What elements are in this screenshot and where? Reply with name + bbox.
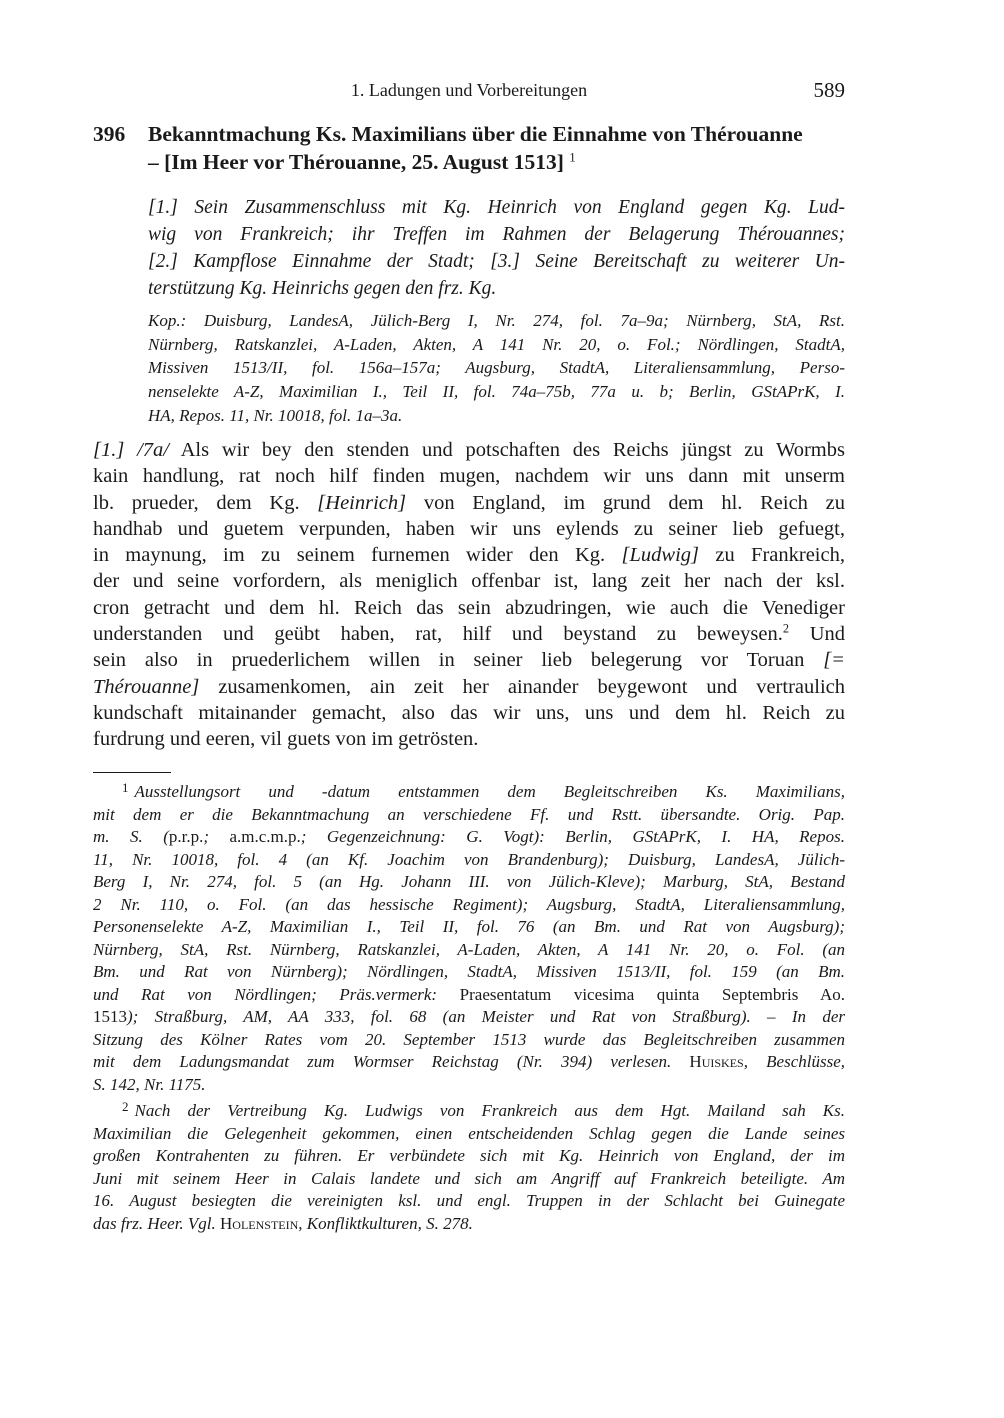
text-segment: zusamenkomen, ain zeit her ainander beygewont und vertraulich — [199, 675, 845, 698]
footnote-ref-1[interactable]: 1 — [569, 150, 576, 165]
upright-quote: a.m.c.m.p. — [229, 827, 301, 846]
footnote-mark: 2 — [122, 1099, 129, 1114]
edition-text — [93, 437, 845, 753]
running-head — [93, 80, 845, 108]
text-line: kain handlung, rat noch hilf finden mugen, nachdem wir uns dann mit unserm — [93, 465, 845, 488]
document-number: 396 — [93, 122, 126, 146]
footnote-1-line — [93, 984, 845, 1007]
footnote-1-line: mit dem er die Bekanntmachung an verschiedene Ff. und Rstt. übersandte. Orig. Pap. — [93, 804, 845, 824]
footnote-1-line: Nürnberg, StA, Rst. Nürnberg, Ratskanzlei, A-Laden, Akten, A 141 Nr. 20, o. Fol. (an — [93, 939, 845, 959]
text-segment: Als wir bey den stenden und potschaften des Reichs jüngst zu Wormbs — [168, 439, 845, 461]
title-line-2 — [148, 148, 848, 176]
text-segment: von England, im grund dem hl. Reich zu — [406, 491, 845, 514]
footnote-2-line: 16. August besiegten die vereinigten ksl. und engl. Truppen in der Schlacht bei Guinegate — [93, 1191, 845, 1210]
text-segment: ; Gegenzeichnung: G. Vogt): Berlin, GStAPrK, I. HA, Repos. — [300, 827, 845, 846]
title-line-1: Bekanntmachung Ks. Maximilians über die Einnahme von Thérouanne — [148, 122, 803, 146]
footnote-1-line — [93, 777, 845, 804]
text-segment: Ausstellungsort und -datum entstammen dem Begleitschreiben Ks. Maximilians, — [134, 782, 845, 801]
source-apparatus — [148, 309, 845, 428]
text-segment: ); Straßburg, AM, AA 333, fol. 68 (an Meister und Rat von Straßburg). – In der — [127, 1007, 845, 1026]
footnote-separator — [93, 772, 171, 773]
source-line: HA, Repos. 11, Nr. 10018, fol. 1a–3a. — [148, 405, 403, 425]
text-segment: sein also in pruederlichem willen in seiner lieb belegerung vor Toruan — [93, 649, 824, 672]
upright-quote: Praesentatum vicesima quinta Septembris Ao. — [459, 984, 845, 1004]
footnote-2-line — [93, 1213, 845, 1236]
text-segment: lb. prueder, dem Kg. — [93, 491, 318, 514]
footnote-mark: 1 — [122, 780, 129, 795]
text-segment: Und — [789, 623, 845, 646]
footnote-ref-2[interactable]: 2 — [782, 621, 790, 636]
text-line — [93, 542, 845, 568]
text-segment: und Rat von Nördlingen; Präs.vermerk: — [93, 984, 460, 1004]
upright-quote: 1513 — [93, 1007, 127, 1026]
regest-line: wig von Frankreich; ihr Treffen im Rahmen der Belagerung Thérouannes; — [148, 224, 845, 245]
footnote-2-line: Juni mit seinem Heer in Calais landete und sich am Angriff auf Frankreich beteiligte. Am — [93, 1168, 845, 1188]
text-line: handhab und guetem verpunden, haben wir uns eylends zu seiner lieb gefuegt, — [93, 517, 845, 540]
footnote-1-line: Personenselekte A-Z, Maximilian I., Teil II, fol. 76 (an Bm. und Rat von Augsburg); — [93, 917, 845, 936]
document-title — [148, 120, 848, 176]
footnote-1-line: 2 Nr. 110, o. Fol. (an das hessische Regiment); Augsburg, StadtA, Literaliensammlung, — [93, 894, 845, 914]
regest-summary — [148, 194, 845, 302]
text-line — [93, 490, 845, 516]
footnote-2-line — [93, 1096, 845, 1123]
regest-line: terstützung Kg. Heinrichs gegen den frz. Kg. — [148, 278, 497, 299]
text-segment: in maynung, im zu seinem furnemen wider den Kg. — [93, 544, 622, 567]
text-line — [93, 674, 845, 700]
source-line: nenselekte A-Z, Maximilian I., Teil II, fol. 74a–75b, 77a u. b; Berlin, GStAPrK, I. — [148, 382, 845, 402]
footnote-1-line: Berg I, Nr. 274, fol. 5 (an Hg. Johann III. von Jülich-Kleve); Marburg, StA, Bestand — [93, 872, 845, 891]
text-line: kundschaft mitainander gemacht, also das wir uns, uns und dem hl. Reich zu — [93, 701, 845, 724]
text-line: furdrung und eeren, vil guets von im getrösten. — [93, 728, 479, 751]
text-segment: das frz. Heer. Vgl. — [93, 1213, 221, 1233]
footnote-1-line: Bm. und Rat von Nürnberg); Nördlingen, StadtA, Missiven 1513/II, fol. 159 (an Bm. — [93, 962, 845, 981]
page-number: 589 — [813, 78, 845, 102]
text-segment: mit dem Ladungsmandat zum Wormser Reichstag (Nr. 394) verlesen. — [93, 1052, 690, 1071]
footnote-1-line: Sitzung des Kölner Rates vom 20. September 1513 wurde das Begleitschreiben zusammen — [93, 1029, 845, 1049]
upright-quote: p.r.p. — [168, 827, 204, 846]
footnote-1-line — [93, 826, 845, 849]
footnote-1-line — [93, 1006, 845, 1029]
editorial-insertion: Thérouanne] — [93, 675, 200, 698]
editorial-insertion: [= — [823, 649, 845, 672]
footnote-1-line — [93, 1051, 845, 1074]
text-line — [93, 437, 845, 463]
text-line: der und seine vorfordern, als meniglich offenbar ist, lang zeit her nach der ksl. — [93, 570, 845, 593]
regest-line: [2.] Kampflose Einnahme der Stadt; [3.] Seine Bereitschaft zu weiterer Un- — [148, 251, 845, 272]
author-name: Huiskes — [689, 1052, 744, 1071]
regest-line: [1.] Sein Zusammenschluss mit Kg. Heinrich von England gegen Kg. Lud- — [148, 197, 845, 218]
section-marker: [1.] /7a/ — [93, 439, 169, 461]
footnote-2-line: Maximilian die Gelegenheit gekommen, einen entscheidenden Schlag gegen die Lande seines — [93, 1123, 845, 1143]
text-line — [93, 647, 845, 673]
text-segment: understanden und geübt haben, rat, hilf und beystand zu beweysen. — [93, 623, 783, 646]
footnote-1-line: 11, Nr. 10018, fol. 4 (an Kf. Joachim von Brandenburg); Duisburg, LandesA, Jülich- — [93, 849, 845, 869]
text-segment: Nach der Vertreibung Kg. Ludwigs von Frankreich aus dem Hgt. Mailand sah Ks. — [134, 1101, 845, 1120]
title-line-2-text: – [Im Heer vor Thérouanne, 25. August 1513] — [148, 150, 564, 174]
text-segment: ; — [203, 827, 230, 846]
footnote-2-line: großen Kontrahenten zu führen. Er verbündete sich mit Kg. Heinrich von England, der im — [93, 1146, 845, 1165]
author-name: Holenstein — [220, 1213, 299, 1233]
source-line: Nürnberg, Ratskanzlei, A-Laden, Akten, A 141 Nr. 20, o. Fol.; Nördlingen, StadtA, — [148, 334, 845, 354]
text-line — [93, 621, 845, 647]
section-title: 1. Ladungen und Vorbereitungen — [350, 80, 588, 100]
source-line: Kop.: Duisburg, LandesA, Jülich-Berg I, Nr. 274, fol. 7a–9a; Nürnberg, StA, Rst. — [148, 311, 845, 330]
text-line: cron getracht und dem hl. Reich das sein abzudringen, wie auch die Venediger — [93, 596, 845, 619]
editorial-insertion: [Heinrich] — [317, 491, 407, 514]
text-segment: zu Frankreich, — [699, 544, 845, 567]
text-segment: , Konfliktkulturen, S. 278. — [298, 1213, 473, 1233]
source-line: Missiven 1513/II, fol. 156a–157a; Augsburg, StadtA, Literaliensammlung, Perso- — [148, 358, 845, 378]
text-segment: m. S. ( — [93, 827, 169, 846]
text-segment: , Beschlüsse, — [743, 1052, 845, 1071]
editorial-insertion: [Ludwig] — [621, 544, 700, 567]
footnotes — [93, 777, 845, 1235]
footnote-1-line: S. 142, Nr. 1175. — [93, 1074, 206, 1094]
